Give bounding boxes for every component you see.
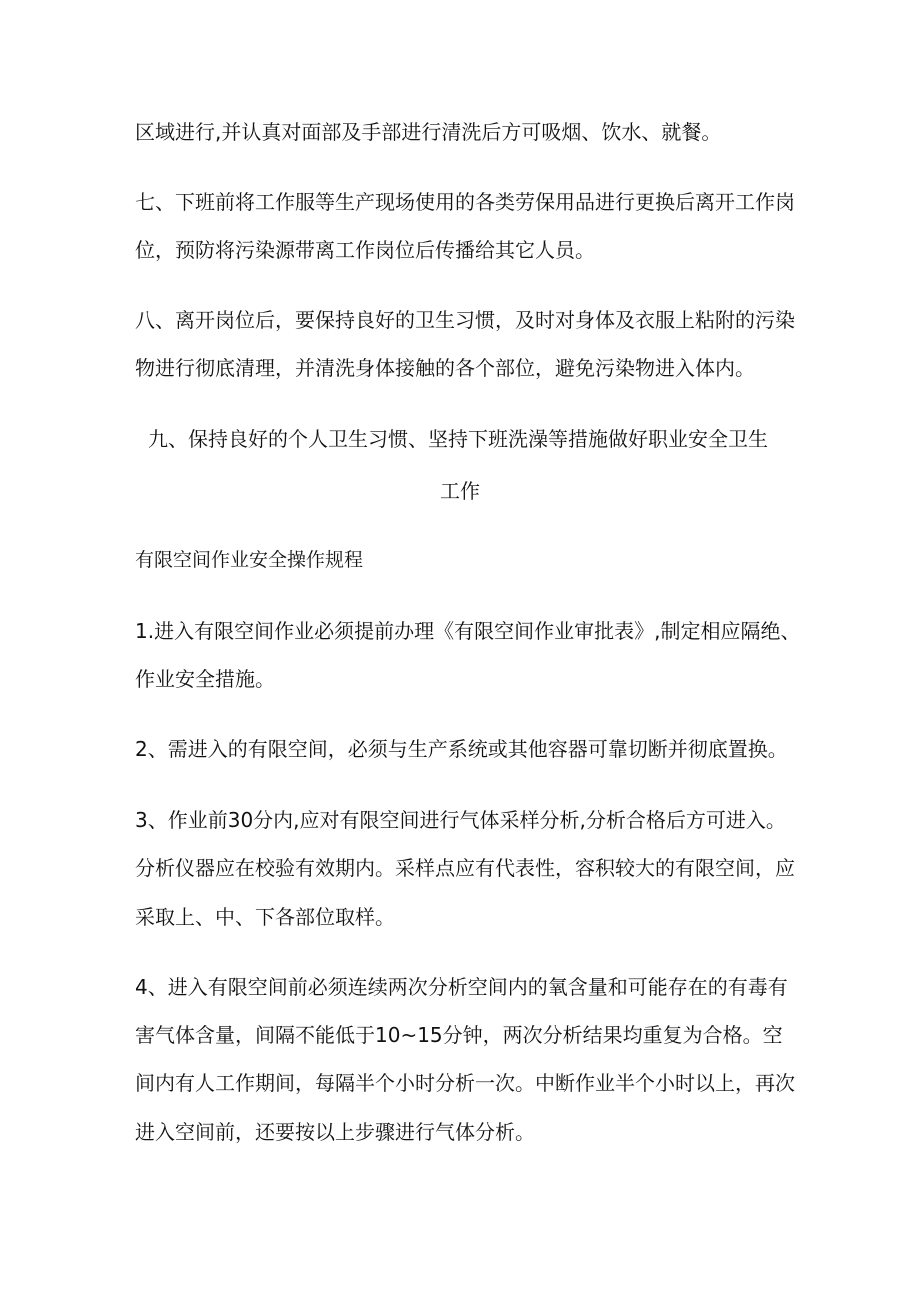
rule-3-line-3: 采取上、中、下各部位取样。	[135, 905, 395, 929]
item-8-line-2: 物进行彻底清理，并清洗身体接触的各个部位，避免污染物进入体内。	[135, 356, 755, 380]
rule-4-line-1: 4、进入有限空间前必须连续两次分析空间内的氧含量和可能存在的有毒有	[135, 975, 788, 999]
item-8-line-1: 八、离开岗位后，要保持良好的卫生习惯，及时对身体及衣服上粘附的污染	[135, 308, 795, 332]
rule-4-line-2: 害气体含量，间隔不能低于10~15分钟，两次分析结果均重复为合格。空	[135, 1023, 783, 1047]
item-9-line-1: 九、保持良好的个人卫生习惯、坚持下班洗澡等措施做好职业安全卫生	[148, 427, 768, 451]
rule-1-line-1: 1.进入有限空间作业必须提前办理《有限空间作业审批表》,制定相应隔绝、	[135, 619, 801, 643]
rule-1-line-2: 作业安全措施。	[135, 667, 275, 691]
item-7-line-2: 位，预防将污染源带离工作岗位后传播给其它人员。	[135, 238, 595, 262]
item-7-line-1: 七、下班前将工作服等生产现场使用的各类劳保用品进行更换后离开工作岗	[135, 190, 795, 214]
rule-4-line-4: 进入空间前，还要按以上步骤进行气体分析。	[135, 1120, 535, 1144]
rule-4-line-3: 间内有人工作期间，每隔半个小时分析一次。中断作业半个小时以上，再次	[135, 1071, 795, 1095]
continued-paragraph-line-1: 区域进行,并认真对面部及手部进行清洗后方可吸烟、饮水、就餐。	[135, 120, 722, 144]
rule-2-line-1: 2、需进入的有限空间，必须与生产系统或其他容器可靠切断并彻底置换。	[135, 737, 788, 761]
item-9-line-2: 工作	[440, 479, 480, 503]
rule-3-line-2: 分析仪器应在校验有效期内。采样点应有代表性，容积较大的有限空间，应	[135, 856, 795, 880]
rule-3-line-1: 3、作业前30分内,应对有限空间进行气体采样分析,分析合格后方可进入。	[135, 808, 786, 832]
section-title: 有限空间作业安全操作规程	[135, 549, 364, 571]
